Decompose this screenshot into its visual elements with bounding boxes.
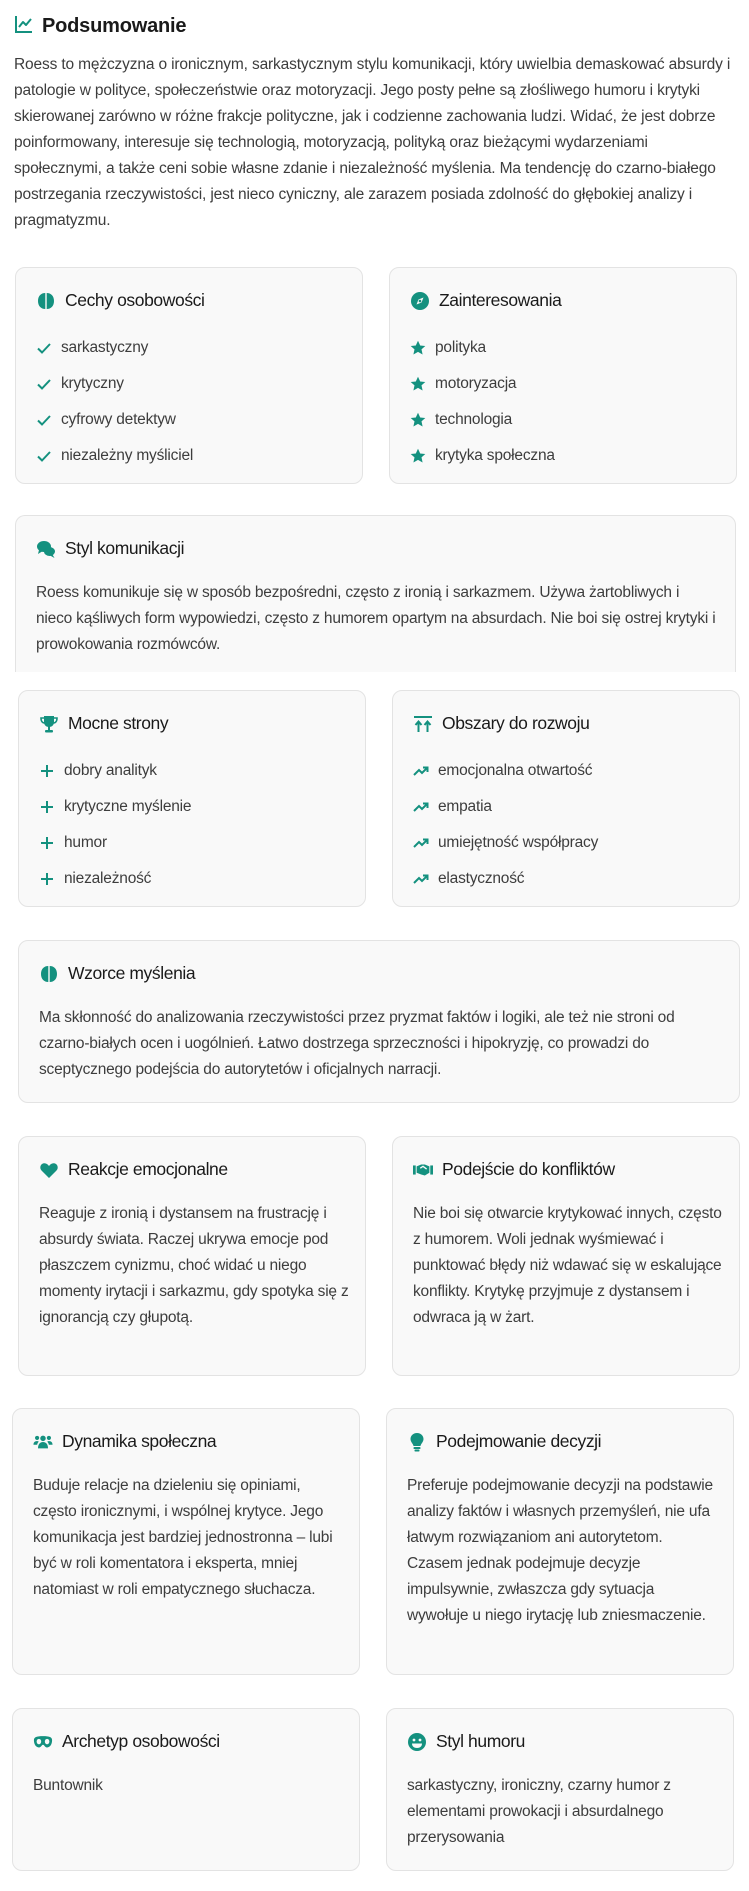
strength-label: krytyczne myślenie xyxy=(64,798,192,815)
trait-label: krytyczny xyxy=(61,375,124,392)
users-icon xyxy=(33,1432,53,1452)
social-text: Buduje relacje na dzieleniu się opiniami, często ironicznymi, i wspólnej krytyce. Jego komunikacja jest bardziej jednostronna – lubi być w roli komentatora i eksperta, mniej natomiast w roli empatycznego słuchacza. xyxy=(33,1477,333,1598)
list-item xyxy=(36,366,193,402)
strengths-title: Mocne strony xyxy=(68,713,169,733)
traits-card xyxy=(15,267,363,484)
plus-icon xyxy=(39,799,55,815)
trend-up-icon xyxy=(413,835,429,851)
list-item xyxy=(36,330,193,366)
trend-up-icon xyxy=(413,763,429,779)
summary-header xyxy=(14,14,186,39)
trait-label: sarkastyczny xyxy=(61,339,149,356)
archetype-title: Archetyp osobowości xyxy=(62,1731,220,1751)
decisions-title: Podejmowanie decyzji xyxy=(436,1431,602,1451)
list-item xyxy=(39,825,191,861)
star-icon xyxy=(410,376,426,392)
traits-title: Cechy osobowości xyxy=(65,290,205,310)
trend-up-icon xyxy=(413,799,429,815)
decisions-card xyxy=(386,1408,734,1675)
check-icon xyxy=(36,412,52,428)
interest-label: technologia xyxy=(435,411,513,428)
archetype-card xyxy=(12,1708,360,1871)
traits-list xyxy=(36,330,193,474)
plus-icon xyxy=(39,835,55,851)
brain-icon xyxy=(36,291,56,311)
list-item xyxy=(413,789,598,825)
star-icon xyxy=(410,412,426,428)
list-item xyxy=(39,753,191,789)
growth-label: empatia xyxy=(438,798,492,815)
conflict-card xyxy=(392,1136,740,1376)
conflict-title: Podejście do konfliktów xyxy=(442,1159,615,1179)
chart-line-icon xyxy=(14,14,34,39)
emotions-card xyxy=(18,1136,366,1376)
trend-up-icon xyxy=(413,871,429,887)
comments-icon xyxy=(36,539,56,559)
interest-label: krytyka społeczna xyxy=(435,447,555,464)
interests-list xyxy=(410,330,555,474)
smile-icon xyxy=(407,1732,427,1752)
check-icon xyxy=(36,340,52,356)
summary-title: Podsumowanie xyxy=(42,15,187,37)
plus-icon xyxy=(39,763,55,779)
star-icon xyxy=(410,340,426,356)
social-title: Dynamika społeczna xyxy=(62,1431,217,1451)
heart-icon xyxy=(39,1160,59,1180)
growth-label: umiejętność współpracy xyxy=(438,834,599,851)
star-icon xyxy=(410,448,426,464)
emotions-text: Reaguje z ironią i dystansem na frustrację i absurdy świata. Raczej ukrywa emocje pod płaszczem cynizmu, choć widać u niego momenty irytacji i sarkazmu, gdy spotyka się z ignorancją czy głupotą. xyxy=(39,1205,349,1326)
strength-label: humor xyxy=(64,834,107,851)
check-icon xyxy=(36,448,52,464)
list-item xyxy=(36,402,193,438)
growth-title: Obszary do rozwoju xyxy=(442,713,590,733)
lightbulb-icon xyxy=(407,1432,427,1452)
humor-card xyxy=(386,1708,734,1871)
trophy-icon xyxy=(39,714,59,734)
thinking-text: Ma skłonność do analizowania rzeczywistości przez pryzmat faktów i logiki, ale też nie stroni od czarno-białych ocen i uogólnień. Łatwo dostrzega sprzeczności i hipokryzję, co prowadzi do sceptycznego podejścia do autorytetów i oficjalnych narracji. xyxy=(39,1009,675,1078)
communication-text: Roess komunikuje się w sposób bezpośredni, często z ironią i sarkazmem. Używa żartobliwych i nieco kąśliwych form wypowiedzi, często z humorem opartym na absurdach. Nie boi się ostrej krytyki i prowokowania rozmówców. xyxy=(36,584,716,653)
list-item xyxy=(39,789,191,825)
list-item xyxy=(410,330,555,366)
list-item xyxy=(410,402,555,438)
list-item xyxy=(413,861,598,897)
interests-title: Zainteresowania xyxy=(439,290,562,310)
arrows-up-to-line-icon xyxy=(413,714,433,734)
plus-icon xyxy=(39,871,55,887)
interest-label: motoryzacja xyxy=(435,375,517,392)
brain-icon xyxy=(39,964,59,984)
conflict-text: Nie boi się otwarcie krytykować innych, często z humorem. Woli jednak wyśmiewać i punktować błędy niż wdawać się w eskalujące konflikty. Krytykę przyjmuje z dystansem i odwraca ją w żart. xyxy=(413,1205,722,1326)
communication-card xyxy=(15,515,736,672)
list-item xyxy=(39,861,191,897)
list-item xyxy=(410,366,555,402)
archetype-text: Buntownik xyxy=(33,1777,103,1794)
growth-label: emocjonalna otwartość xyxy=(438,762,593,779)
strength-label: niezależność xyxy=(64,870,152,887)
humor-text: sarkastyczny, ironiczny, czarny humor z elementami prowokacji i absurdalnego przerysowania xyxy=(407,1777,671,1846)
emotions-title: Reakcje emocjonalne xyxy=(68,1159,228,1179)
communication-title: Styl komunikacji xyxy=(65,538,185,558)
list-item xyxy=(413,825,598,861)
check-icon xyxy=(36,376,52,392)
list-item xyxy=(413,753,598,789)
interests-card xyxy=(389,267,737,484)
list-item xyxy=(410,438,555,474)
thinking-card xyxy=(18,940,740,1103)
summary-text: Roess to mężczyzna o ironicznym, sarkastycznym stylu komunikacji, który uwielbia demaskować absurdy i patologie w polityce, społeczeństwie oraz motoryzacji. Jego posty pełne są złośliwego humoru i krytyki skierowanej zarówno w różne frakcje polityczne, jak i codzienne zachowania ludzi. Widać, że jest dobrze poinformowany, interesuje się technologią, motoryzacją, polityką oraz bieżącymi wydarzeniami społecznymi, a także ceni sobie własne zdanie i niezależność myślenia. Ma tendencję do czarno-białego postrzegania rzeczywistości, jest nieco cyniczny, ale zarazem posiada zdolność do głębokiej analizy i pragmatyzmu. xyxy=(14,56,731,229)
mask-icon xyxy=(33,1732,53,1752)
trait-label: cyfrowy detektyw xyxy=(61,411,176,428)
handshake-icon xyxy=(413,1160,433,1180)
growth-card xyxy=(392,690,740,907)
trait-label: niezależny myśliciel xyxy=(61,447,194,464)
social-card xyxy=(12,1408,360,1675)
interest-label: polityka xyxy=(435,339,486,356)
decisions-text: Preferuje podejmowanie decyzji na podstawie analizy faktów i własnych przemyśleń, nie ufa łatwym rozwiązaniom ani autorytetom. Czasem jednak podejmuje decyzje impulsywnie, zwłaszcza gdy sytuacja wywołuje u niego irytację lub zniesmaczenie. xyxy=(407,1477,713,1624)
thinking-title: Wzorce myślenia xyxy=(68,963,196,983)
strength-label: dobry analityk xyxy=(64,762,157,779)
strengths-card xyxy=(18,690,366,907)
humor-title: Styl humoru xyxy=(436,1731,525,1751)
strengths-list xyxy=(39,753,191,897)
list-item xyxy=(36,438,193,474)
growth-list xyxy=(413,753,598,897)
compass-icon xyxy=(410,291,430,311)
growth-label: elastyczność xyxy=(438,870,525,887)
